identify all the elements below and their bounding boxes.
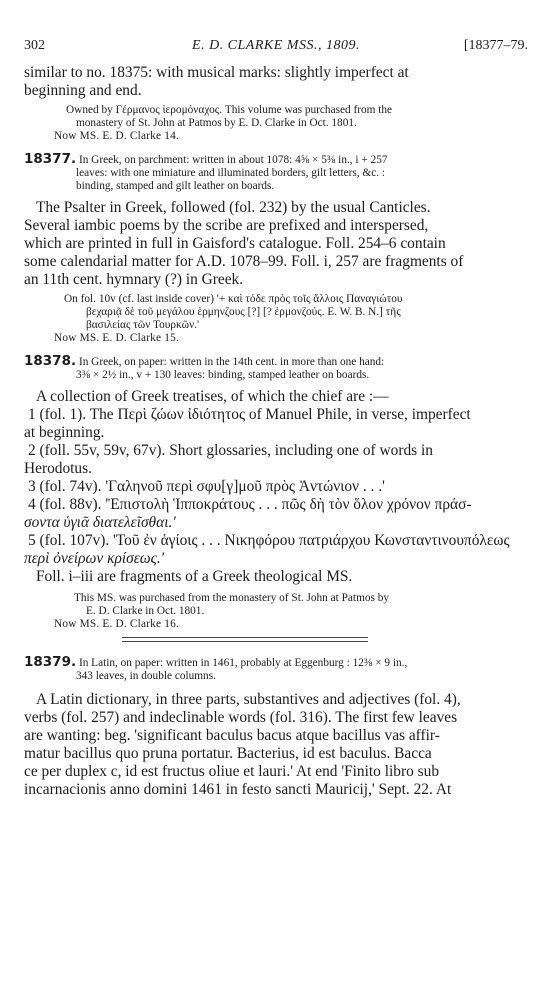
entry-body: A Latin dictionary, in three parts, substantives and adjectives (fol. 4), verbs (fol. 257) and indeclinable words (fol. 316). The first few leaves are wanting: beg. 'significant baculus bacus atque bacillus vas affir- matur bacillus quo pruna portatur. Bacterius, id est baculus. Bacca ce per duplex c, id est fructus oliue et lauri.' At end 'Finito libro sub incarnacionis anno domini 1461 in festo sancti Mauricij,' Sept. 22. At (24, 691, 461, 798)
entry-description: 18379. In Latin, on paper: written in 1461, probably at Eggenburg : 12⅜ × 9 in., 343 leaves, in double columns. (24, 654, 408, 682)
entry-body: A collection of Greek treatises, of which the chief are :— 1 (fol. 1). The Περὶ ζώων ἰδιότητος of Manuel Phile, in verse, imperfect at beginning. 2 (foll. 55v, 59v, 67v). Short glossaries, including one of words in Herodotus. 3 (fol. 74v). 'Γαληνοῦ περὶ σφυ[γ]μοῦ πρὸς Ἀντώνιον . . .' 4 (fol. 88v). 'Ἐπιστολὴ Ἱπποκράτους . . . πῶς δὴ τὸν ὅλον χρόνον πράσ- σοντα ὑγιᾶ διατελεῖσθαι.' 5 (fol. 107v). 'Τοῦ ἐν ἁγίοις . . . Νικηφόρου πατριάρχου Κωνσταντινουπόλεως περὶ ὀνείρων κρίσεως.' Foll. i–iii are fragments of a Greek theological MS. (24, 388, 532, 586)
list-item: 1 (fol. 1). The Περὶ ζώων ἰδιότητος of Manuel Phile, in verse, imperfect (28, 406, 471, 423)
greek-note: On fol. 10v (cf. last inside cover) '+ καὶ τόδε πρὸς τοῖς ἄλλοις Παναγιώτου βεχαριᾷ δὲ τοῦ μεγάλου ἑρμηνζους [?] [? ἑρμονζούς. E. W. B. N.] τῆς βασιλείας τῶν Τουρκῶν.' Now MS. E. D. Clarke 15. (24, 293, 532, 345)
entry-body: The Psalter in Greek, followed (fol. 232) by the usual Canticles. Several iambic poems by the scribe are prefixed and interspersed, which are printed in full in Gaisford's catalogue. Foll. 254–6 contain some calendarial matter for A.D. 1078–99. Foll. i, 257 are fragments of an 11th cent. hymnary (?) in Greek. (24, 199, 464, 288)
page-body (24, 64, 532, 799)
list-item: 5 (fol. 107v). 'Τοῦ ἐν ἁγίοις . . . Νικηφόρου πατριάρχου Κωνσταντινουπόλεως (28, 532, 510, 549)
entry-number: 18377. (24, 151, 77, 167)
shelfmark: Now MS. E. D. Clarke 14. (54, 130, 179, 142)
continued-text: similar to no. 18375: with musical marks: slightly imperfect at beginning and end. (24, 64, 409, 99)
provenance-note: Owned by Γέρμανος ἱερομόναχος. This volume was purchased from the monastery of St. John at Patmos by E. D. Clarke in Oct. 1801. Now MS. E. D. Clarke 14. (24, 104, 532, 143)
entry-18377 (24, 153, 532, 345)
list-item: 3 (fol. 74v). 'Γαληνοῦ περὶ σφυ[γ]μοῦ πρὸς Ἀντώνιον . . .' (28, 478, 385, 495)
entry-18378 (24, 355, 532, 631)
list-item: 4 (fol. 88v). 'Ἐπιστολὴ Ἱπποκράτους . . . πῶς δὴ τὸν ὅλον χρόνον πράσ- (28, 496, 472, 513)
provenance-note: This MS. was purchased from the monastery of St. John at Patmos by E. D. Clarke in Oct. 1801. Now MS. E. D. Clarke 16. (24, 592, 532, 631)
entry-18379 (24, 656, 532, 799)
shelfmark: Now MS. E. D. Clarke 15. (54, 332, 179, 344)
page-number: 302 (24, 38, 45, 53)
entry-number: 18379. (24, 654, 77, 670)
shelfmark: Now MS. E. D. Clarke 16. (54, 618, 179, 630)
list-item: 2 (foll. 55v, 59v, 67v). Short glossaries, including one of words in (28, 442, 433, 459)
entry-description: 18377. In Greek, on parchment: written in about 1078: 4⅝ × 5⅜ in., i + 257 leaves: with one miniature and illuminated borders, gilt letters, &c. : binding, stamped and gilt leather on boards. (24, 151, 388, 192)
entry-range: [18377–79. (463, 38, 528, 53)
running-title: E. D. CLARKE MSS., 1809. (192, 38, 360, 53)
entry-number: 18378. (24, 353, 77, 369)
entry-description: 18378. In Greek, on paper: written in the 14th cent. in more than one hand: 3⅜ × 2½ in., v + 130 leaves: binding, stamped leather on boards. (24, 353, 385, 381)
page-header (24, 38, 528, 58)
